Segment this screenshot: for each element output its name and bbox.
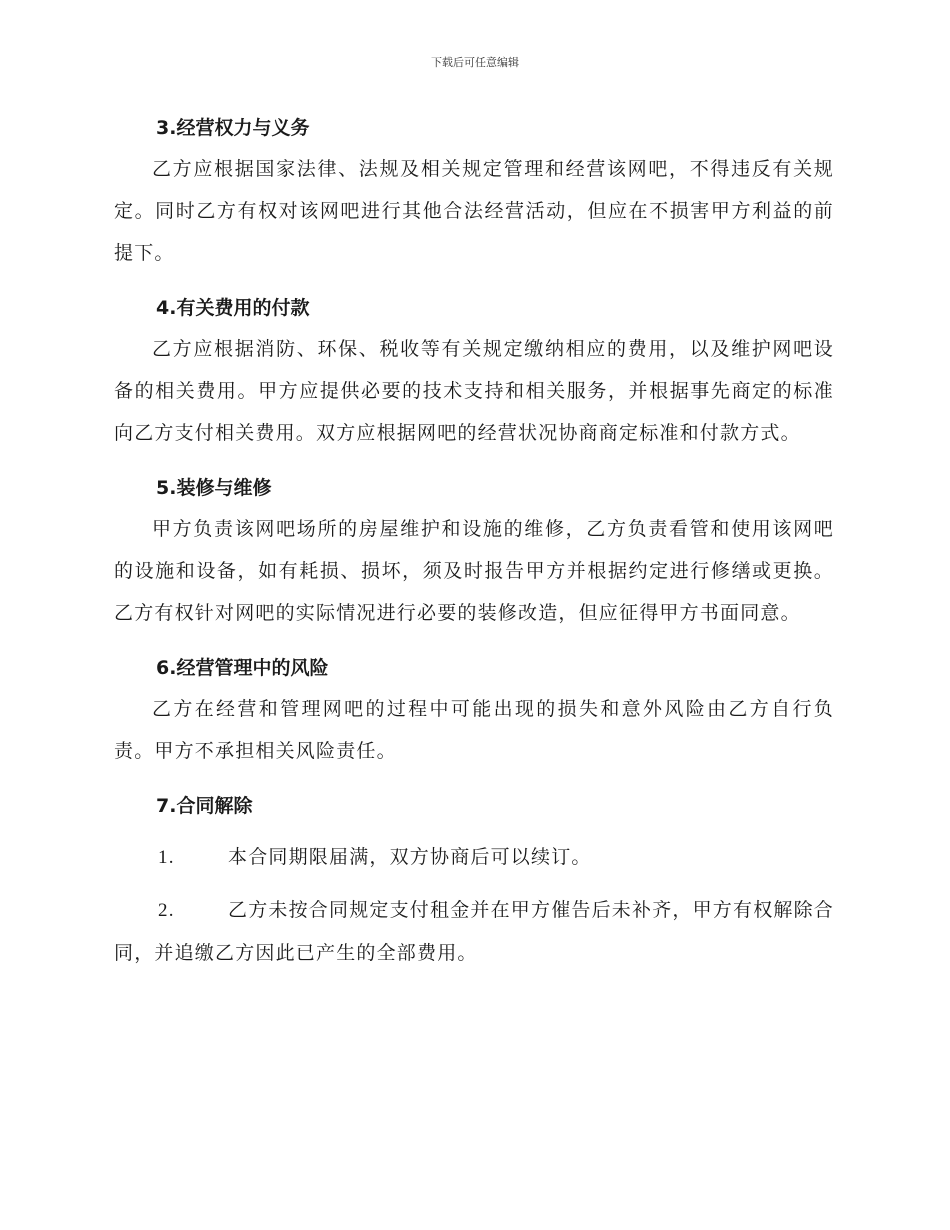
section-paragraph: 乙方应根据消防、环保、税收等有关规定缴纳相应的费用，以及维护网吧设备的相关费用。甲方应提供必要的技术支持和相关服务，并根据事先商定的标准向乙方支付相关费用。双方应根据网吧的经营状况协商商定标准和付款方式。 xyxy=(114,338,834,444)
item-number: 2. xyxy=(158,900,175,921)
section-heading: 3.经营权力与义务 xyxy=(156,117,310,139)
section-heading: 5.装修与维修 xyxy=(156,477,272,499)
section-paragraph: 乙方在经营和管理网吧的过程中可能出现的损失和意外风险由乙方自行负责。甲方不承担相关风险责任。 xyxy=(114,698,834,762)
numbered-item xyxy=(114,889,834,974)
section-paragraph: 甲方负责该网吧场所的房屋维护和设施的维修，乙方负责看管和使用该网吧的设施和设备，如有耗损、损坏，须及时报告甲方并根据约定进行修缮或更换。乙方有权针对网吧的实际情况进行必要的装修改造，但应征得甲方书面同意。 xyxy=(114,518,834,624)
section-heading: 7.合同解除 xyxy=(156,795,253,817)
document-body xyxy=(114,108,834,984)
section-paragraph: 乙方应根据国家法律、法规及相关规定管理和经营该网吧，不得违反有关规定。同时乙方有权对该网吧进行其他合法经营活动，但应在不损害甲方利益的前提下。 xyxy=(114,158,834,264)
numbered-item xyxy=(114,836,834,879)
page-header: 下载后可任意编辑 xyxy=(431,56,519,69)
item-text: 乙方未按合同规定支付租金并在甲方催告后未补齐，甲方有权解除合同，并追缴乙方因此已产生的全部费用。 xyxy=(114,899,835,964)
section-heading: 4.有关费用的付款 xyxy=(156,297,310,319)
section-heading: 6.经营管理中的风险 xyxy=(156,657,329,679)
item-number: 1. xyxy=(158,847,175,868)
item-text: 本合同期限届满，双方协商后可以续订。 xyxy=(228,846,592,868)
